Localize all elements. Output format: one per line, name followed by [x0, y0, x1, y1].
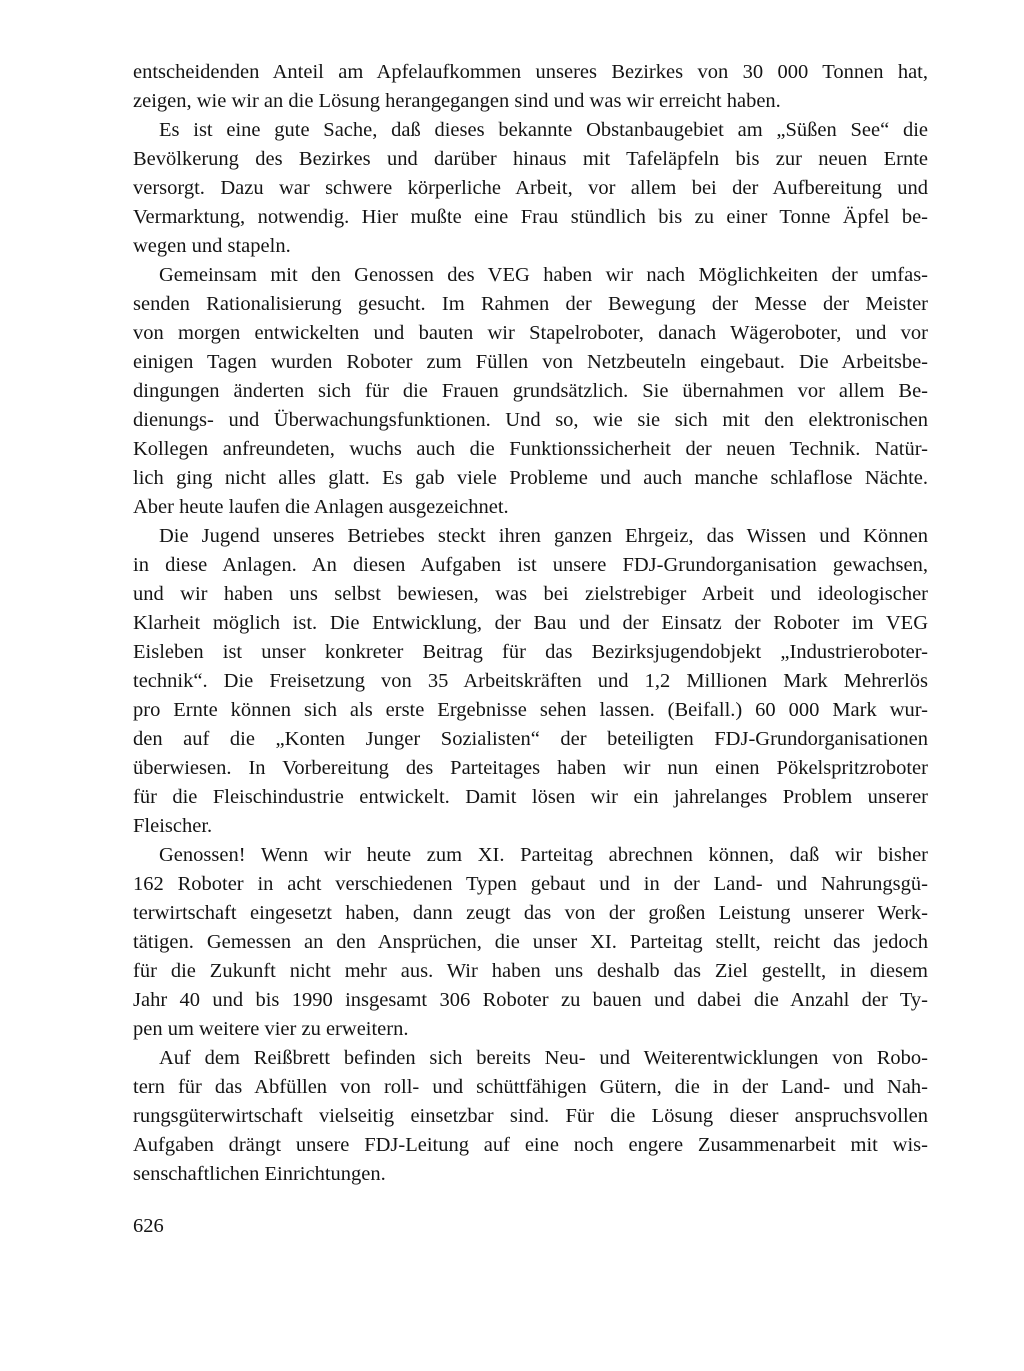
- text-line: für die Fleischindustrie entwickelt. Damit lösen wir ein jahrelanges Problem unserer: [133, 786, 928, 808]
- text-line: Jahr 40 und bis 1990 insgesamt 306 Roboter zu bauen und dabei die Anzahl der Ty-: [133, 989, 928, 1011]
- text-line: zeigen, wie wir an die Lösung herangegangen sind und was wir erreicht haben.: [133, 90, 781, 112]
- text-line: Die Jugend unseres Betriebes steckt ihren ganzen Ehrgeiz, das Wissen und Können: [159, 525, 928, 547]
- text-line: überwiesen. In Vorbereitung des Parteitages haben wir nun einen Pökelspritzroboter: [133, 757, 928, 779]
- text-line: Genossen! Wenn wir heute zum XI. Parteitag abrechnen können, daß wir bisher: [159, 844, 928, 866]
- text-line: Bevölkerung des Bezirkes und darüber hinaus mit Tafeläpfeln bis zur neuen Ernte: [133, 148, 928, 170]
- text-line: Eisleben ist unser konkreter Beitrag für das Bezirksjugendobjekt „Industrieroboter-: [133, 641, 928, 663]
- text-line: von morgen entwickelten und bauten wir Stapelroboter, danach Wägeroboter, und vor: [133, 322, 928, 344]
- text-line: versorgt. Dazu war schwere körperliche Arbeit, vor allem bei der Aufbereitung und: [133, 177, 928, 199]
- text-line: in diese Anlagen. An diesen Aufgaben ist unsere FDJ-Grundorganisation gewachsen,: [133, 554, 928, 576]
- text-line: Aber heute laufen die Anlagen ausgezeichnet.: [133, 496, 509, 518]
- text-line: senschaftlichen Einrichtungen.: [133, 1163, 386, 1185]
- text-line: rungsgüterwirtschaft vielseitig einsetzbar sind. Für die Lösung dieser anspruchsvollen: [133, 1105, 928, 1127]
- body-text: [133, 58, 928, 1189]
- paragraph: [133, 261, 928, 522]
- page-number: 626: [133, 1215, 164, 1237]
- text-line: entscheidenden Anteil am Apfelaufkommen unseres Bezirkes von 30 000 Tonnen hat,: [133, 61, 928, 83]
- text-line: für die Zukunft nicht mehr aus. Wir haben uns deshalb das Ziel gestellt, in diesem: [133, 960, 928, 982]
- text-line: den auf die „Konten Junger Sozialisten“ der beteiligten FDJ-Grundorganisationen: [133, 728, 928, 750]
- text-line: Gemeinsam mit den Genossen des VEG haben wir nach Möglichkeiten der umfas-: [159, 264, 928, 286]
- text-line: senden Rationalisierung gesucht. Im Rahmen der Bewegung der Messe der Meister: [133, 293, 928, 315]
- text-line: dienungs- und Überwachungsfunktionen. Und so, wie sie sich mit den elektronischen: [133, 409, 928, 431]
- paragraph: [133, 522, 928, 841]
- text-line: Auf dem Reißbrett befinden sich bereits Neu- und Weiterentwicklungen von Robo-: [159, 1047, 928, 1069]
- text-line: Aufgaben drängt unsere FDJ-Leitung auf eine noch engere Zusammenarbeit mit wis-: [133, 1134, 928, 1156]
- paragraph: [133, 58, 928, 116]
- text-line: pro Ernte können sich als erste Ergebnisse sehen lassen. (Beifall.) 60 000 Mark wur-: [133, 699, 928, 721]
- paragraph: [133, 841, 928, 1044]
- text-line: pen um weitere vier zu erweitern.: [133, 1018, 409, 1040]
- text-line: tern für das Abfüllen von roll- und schüttfähigen Gütern, die in der Land- und Nah-: [133, 1076, 928, 1098]
- text-line: Klarheit möglich ist. Die Entwicklung, der Bau und der Einsatz der Roboter im VEG: [133, 612, 928, 634]
- text-line: 162 Roboter in acht verschiedenen Typen gebaut und in der Land- und Nahrungsgü-: [133, 873, 928, 895]
- paragraph: [133, 1044, 928, 1189]
- text-line: tätigen. Gemessen an den Ansprüchen, die unser XI. Parteitag stellt, reicht das jedoch: [133, 931, 928, 953]
- text-line: terwirtschaft eingesetzt haben, dann zeugt das von der großen Leistung unserer Werk-: [133, 902, 928, 924]
- text-line: Es ist eine gute Sache, daß dieses bekannte Obstanbaugebiet am „Süßen See“ die: [159, 119, 928, 141]
- paragraph: [133, 116, 928, 261]
- text-line: wegen und stapeln.: [133, 235, 291, 257]
- text-line: und wir haben uns selbst bewiesen, was bei zielstrebiger Arbeit und ideologischer: [133, 583, 928, 605]
- text-line: Vermarktung, notwendig. Hier mußte eine Frau stündlich bis zu einer Tonne Äpfel be-: [133, 206, 928, 228]
- text-line: Kollegen anfreundeten, wuchs auch die Funktionssicherheit der neuen Technik. Natür-: [133, 438, 928, 460]
- text-line: technik“. Die Freisetzung von 35 Arbeitskräften und 1,2 Millionen Mark Mehrerlös: [133, 670, 928, 692]
- text-line: einigen Tagen wurden Roboter zum Füllen von Netzbeuteln eingebaut. Die Arbeitsbe-: [133, 351, 928, 373]
- text-line: Fleischer.: [133, 815, 213, 837]
- text-line: lich ging nicht alles glatt. Es gab viele Probleme und auch manche schlaflose Nächte.: [133, 467, 928, 489]
- text-line: dingungen änderten sich für die Frauen grundsätzlich. Sie übernahmen vor allem Be-: [133, 380, 928, 402]
